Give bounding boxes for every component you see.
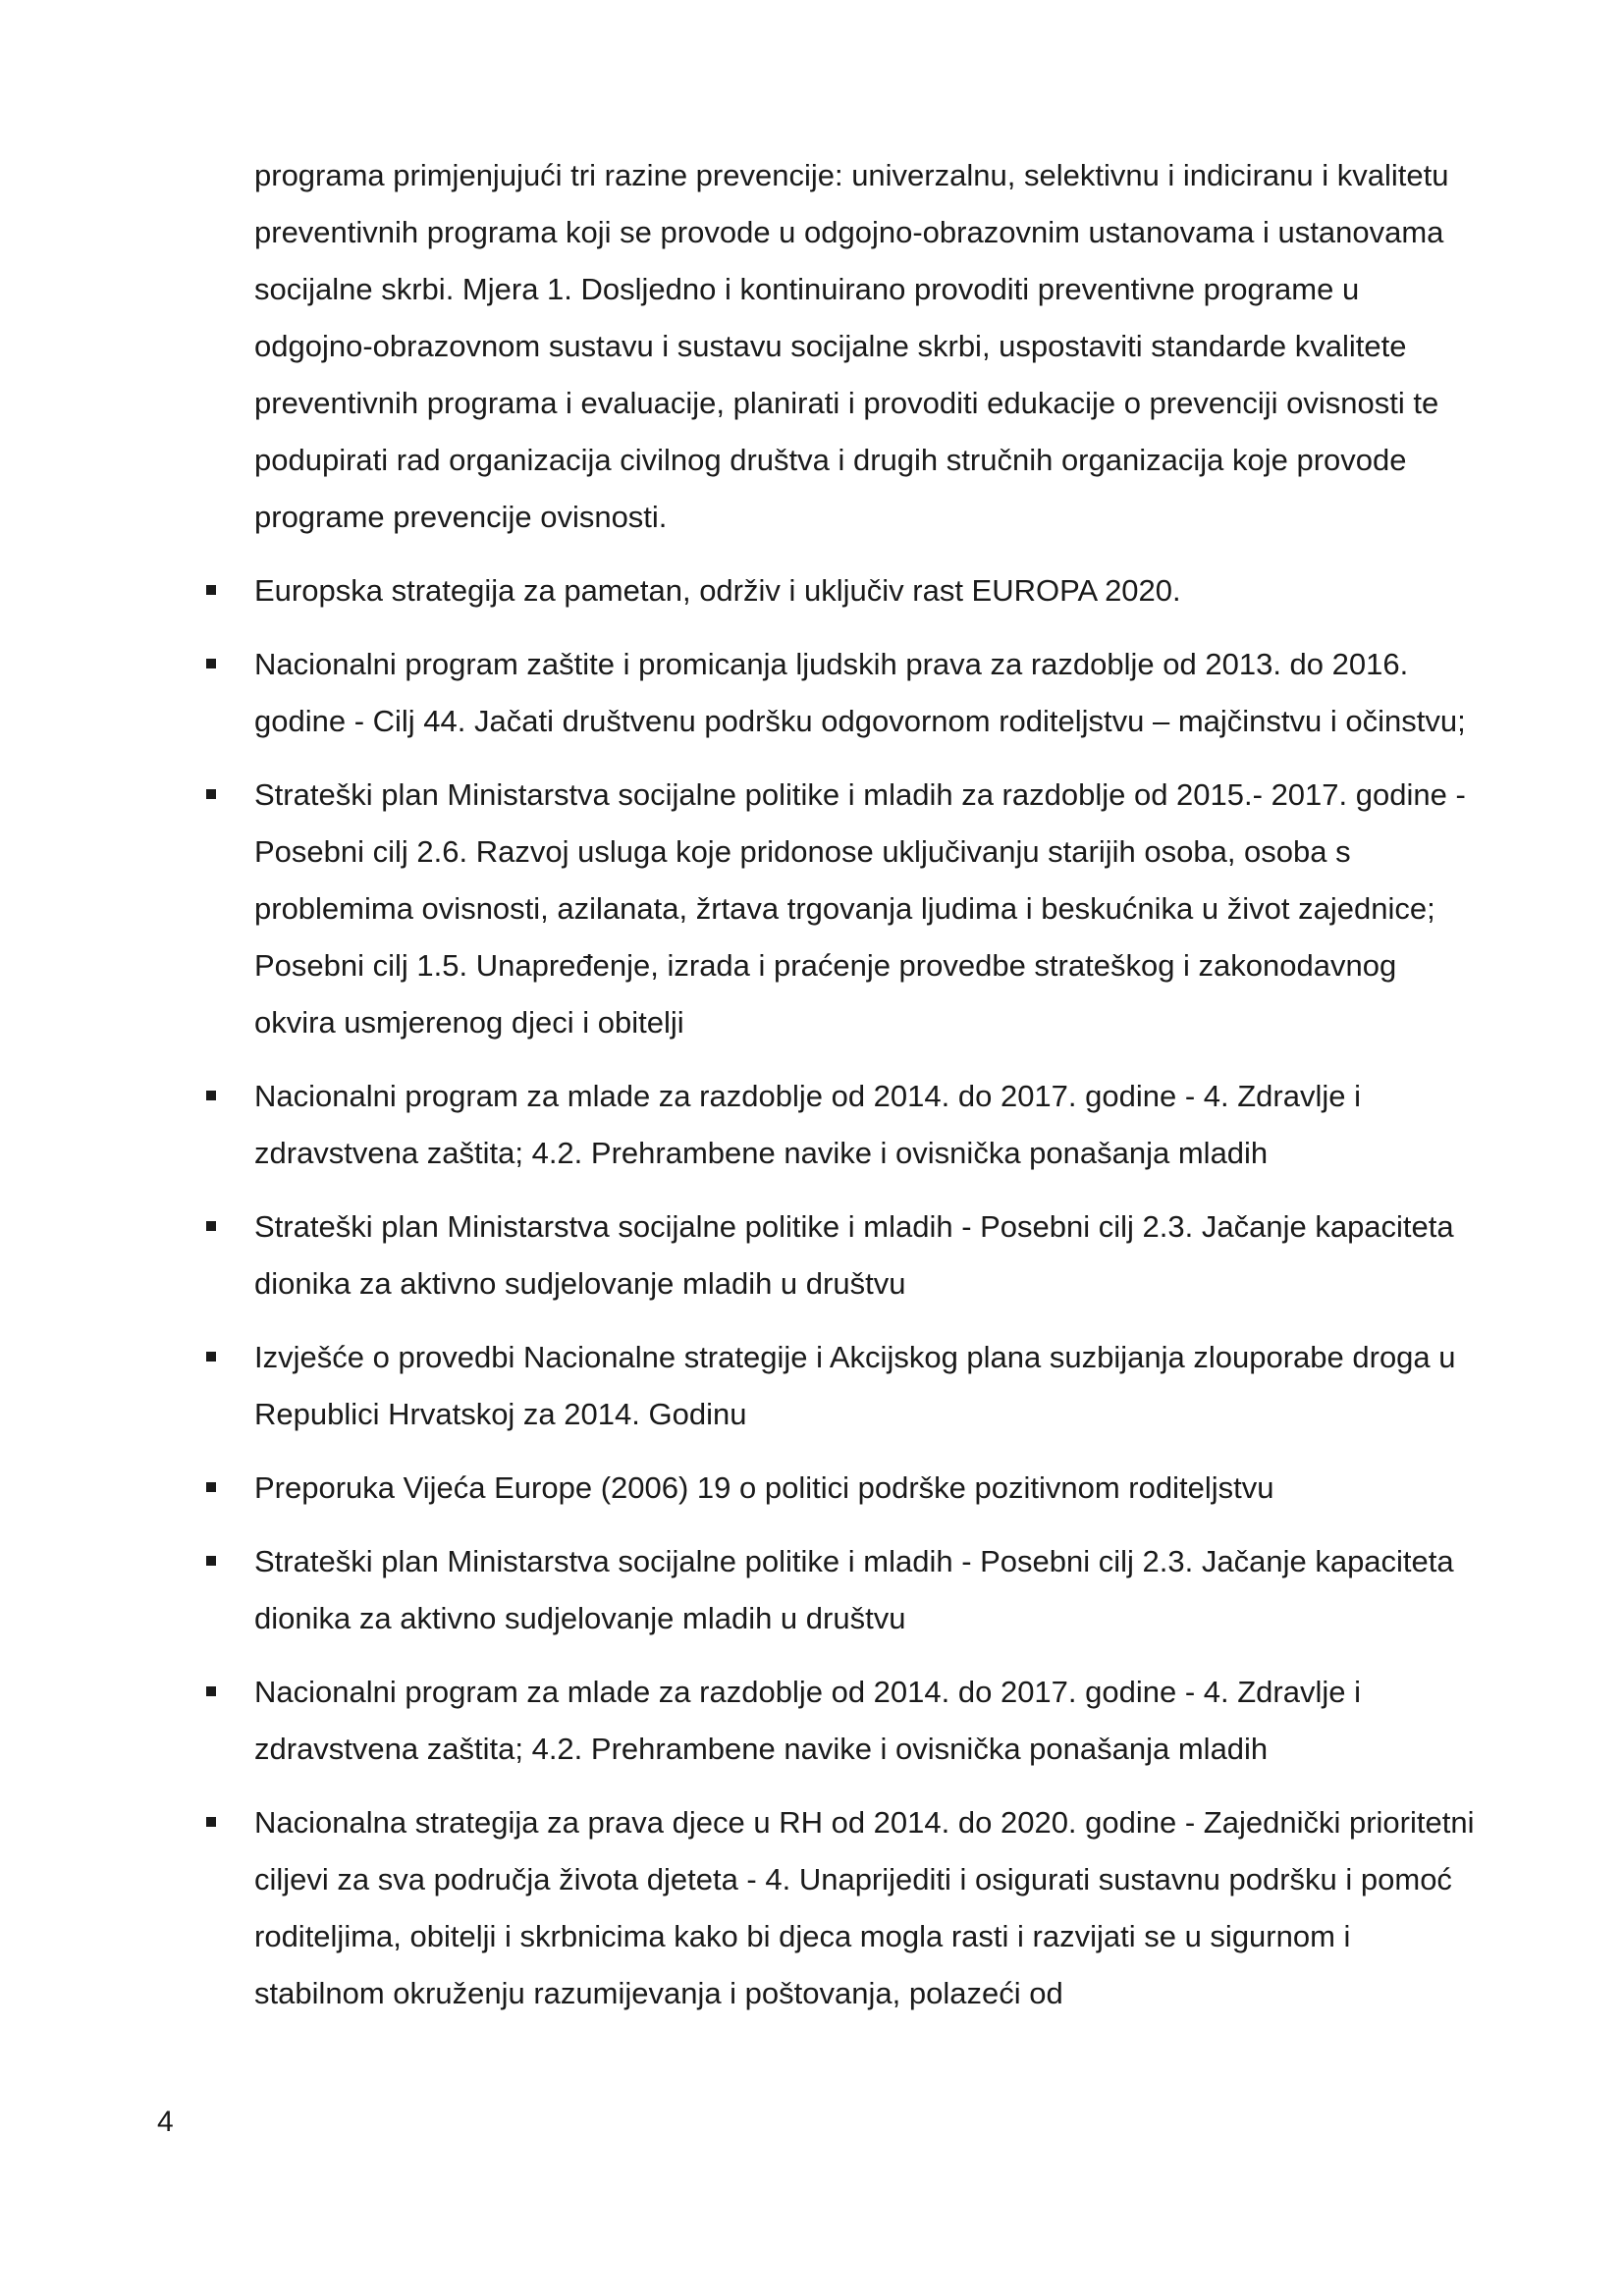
square-bullet-icon [206,1686,216,1696]
square-bullet-icon [206,1482,216,1492]
list-item [254,1329,1477,1443]
list-item [254,1533,1477,1647]
square-bullet-icon [206,1352,216,1362]
square-bullet-icon [206,1817,216,1827]
list-item-text: Nacionalni program zaštite i promicanja ljudskih prava za razdoblje od 2013. do 2016. godine - Cilj 44. Jačati društvenu podršku odgovornom roditeljstvu – majčinstvu i očinstvu; [254,647,1466,738]
intro-paragraph: programa primjenjujući tri razine prevencije: univerzalnu, selektivnu i indiciranu i kvalitetu preventivnih programa koji se provode u odgojno-obrazovnim ustanovama i ustanovama socijalne skrbi. Mjera 1. Dosljedno i kontinuirano provoditi preventivne programe u odgojno-obrazovnom sustavu i sustavu socijalne skrbi, uspostaviti standarde kvalitete preventivnih programa i evaluacije, planirati i provoditi edukacije o prevenciji ovisnosti te podupirati rad organizacija civilnog društva i drugih stručnih organizacija koje provode programe prevencije ovisnosti. [254,158,1449,534]
list-item-text: Nacionalni program za mlade za razdoblje od 2014. do 2017. godine - 4. Zdravlje i zdravstvena zaštita; 4.2. Prehrambene navike i ovisnička ponašanja mladih [254,1079,1362,1170]
list-item [254,1794,1477,2022]
list-item-text: Strateški plan Ministarstva socijalne politike i mladih - Posebni cilj 2.3. Jačanje kapaciteta dionika za aktivno sudjelovanje mladih u društvu [254,1209,1454,1301]
list-item [254,767,1477,1051]
square-bullet-icon [206,789,216,799]
list-item-text: Nacionalna strategija za prava djece u RH od 2014. do 2020. godine - Zajednički prioritetni ciljevi za sva područja života djeteta - 4. Unaprijediti i osigurati sustavnu podršku i pomoć roditeljima, obitelji i skrbnicima kako bi djeca mogla rasti i razvijati se u sigurnom i stabilnom okruženju razumijevanja i poštovanja, polazeći od [254,1805,1475,2010]
square-bullet-icon [206,1556,216,1566]
square-bullet-icon [206,1221,216,1231]
list-item-text: Preporuka Vijeća Europe (2006) 19 o politici podrške pozitivnom roditeljstvu [254,1470,1274,1505]
list-item [254,636,1477,750]
list-item [254,1068,1477,1182]
list-item [254,1199,1477,1312]
list-item-text: Nacionalni program za mlade za razdoblje od 2014. do 2017. godine - 4. Zdravlje i zdravstvena zaštita; 4.2. Prehrambene navike i ovisnička ponašanja mladih [254,1675,1362,1766]
page-content [254,147,1477,2039]
square-bullet-icon [206,585,216,595]
list-item-text: Strateški plan Ministarstva socijalne politike i mladih za razdoblje od 2015.- 2017. godine - Posebni cilj 2.6. Razvoj usluga koje pridonose uključivanju starijih osoba, osoba s problemima ovisnosti, azilanata, žrtava trgovanja ljudima i beskućnika u život zajednice; Posebni cilj 1.5. Unapređenje, izrada i praćenje provedbe strateškog i zakonodavnog okvira usmjerenog djeci i obitelji [254,777,1466,1040]
list-item [254,1460,1477,1517]
list-item [254,562,1477,619]
list-item-text: Strateški plan Ministarstva socijalne politike i mladih - Posebni cilj 2.3. Jačanje kapaciteta dionika za aktivno sudjelovanje mladih u društvu [254,1544,1454,1635]
square-bullet-icon [206,1091,216,1100]
square-bullet-icon [206,659,216,668]
list-item-text: Izvješće o provedbi Nacionalne strategije i Akcijskog plana suzbijanja zlouporabe droga u Republici Hrvatskoj za 2014. Godinu [254,1340,1456,1431]
list-item [254,1664,1477,1778]
bullet-list [254,562,1477,2022]
page-number: 4 [157,2106,174,2138]
list-item-text: Europska strategija za pametan, održiv i uključiv rast EUROPA 2020. [254,573,1181,608]
